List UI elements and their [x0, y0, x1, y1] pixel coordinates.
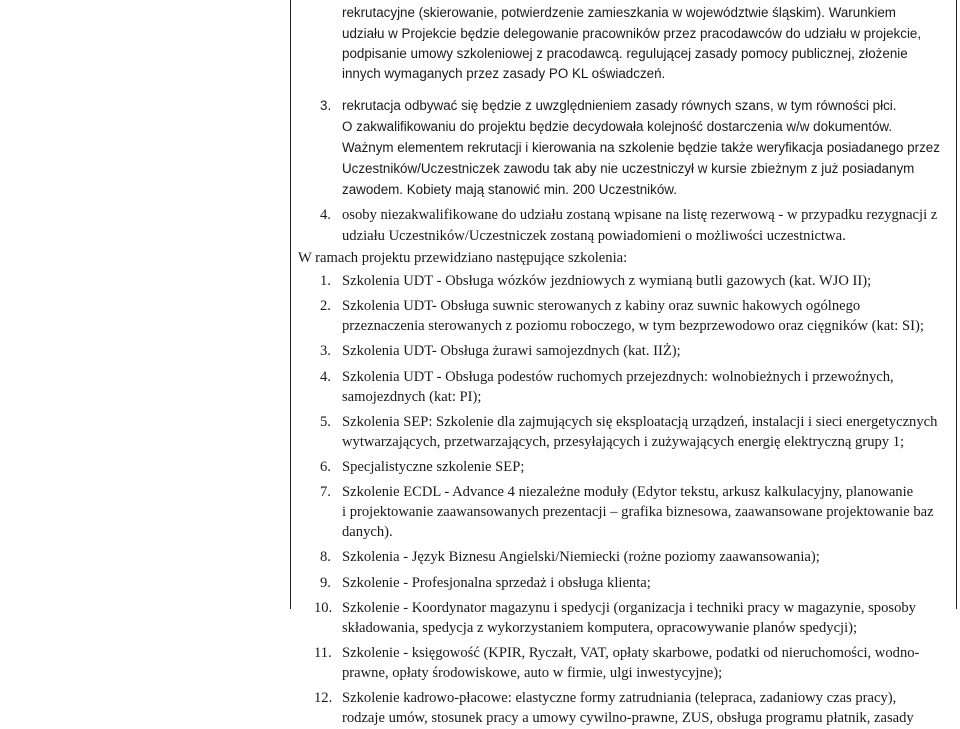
paragraph-line: podpisanie umowy szkoleniowej z pracodawcą. regulującej zasady pomocy publicznej, złożenie	[342, 46, 908, 61]
list-item-line: O zakwalifikowaniu do projektu będzie decydowała kolejność dostarczenia w/w dokumentów.	[342, 119, 893, 134]
training-number: 9.	[320, 574, 331, 591]
list-item-number: 3.	[320, 98, 332, 113]
training-line: składowania, spedycja z wykorzystaniem komputera, opracowywanie planów spedycji);	[342, 619, 858, 636]
training-line: prawne, opłaty środowiskowe, auto w firmie, ulgi inwestycyjne);	[342, 665, 723, 681]
list-item-line: udziału Uczestników/Uczestniczek zostaną powiadomieni o możliwości uczestnictwa.	[342, 228, 846, 244]
training-line: i projektowanie zaawansowanych prezentacji – grafika biznesowa, zaawansowane projektowanie baz	[342, 504, 934, 521]
list-item-line: zawodem. Kobiety mają stanowić min. 200 Uczestników.	[342, 182, 677, 197]
training-line: Szkolenia UDT- Obsługa żurawi samojezdnych (kat. IIŻ);	[342, 343, 681, 360]
training-line: samojezdnych (kat: PI);	[342, 388, 482, 405]
paragraph-line: udziału w Projekcie będzie delegowanie pracowników przez pracodawców do udziału w projekcie,	[342, 26, 922, 41]
table-cell-content	[298, 0, 952, 727]
list-item-number: 4.	[320, 207, 331, 223]
training-number: 12.	[314, 690, 333, 707]
training-line: Szkolenie kadrowo-płacowe: elastyczne formy zatrudniania (telepraca, zadaniowy czas pracy),	[342, 690, 897, 707]
list-item-line: Ważnym elementem rekrutacji i kierowania na szkolenie będzie także weryfikacja posiadanego przez	[342, 140, 940, 155]
training-line: danych).	[342, 524, 393, 541]
training-line: Szkolenia UDT- Obsługa suwnic sterowanych z kabiny oraz suwnic hakowych ogólnego	[342, 298, 861, 315]
training-number: 8.	[320, 549, 331, 566]
training-line: Szkolenia - Język Biznesu Angielski/Niemiecki (rożne poziomy zaawansowania);	[342, 549, 820, 566]
training-number: 7.	[320, 484, 331, 501]
training-number: 11.	[314, 645, 332, 661]
training-number: 5.	[320, 413, 331, 430]
paragraph-line: innych wymaganych przez zasady PO KL oświadczeń.	[342, 66, 666, 81]
training-number: 2.	[320, 298, 331, 315]
training-number: 1.	[320, 273, 331, 289]
training-number: 3.	[320, 343, 331, 360]
training-line: Specjalistyczne szkolenie SEP;	[342, 459, 525, 475]
paragraph-line: rekrutacyjne (skierowanie, potwierdzenie zamieszkania w województwie śląskim). Warunkiem	[342, 5, 896, 20]
training-line: Szkolenia UDT - Obsługa podestów ruchomych przejezdnych: wolnobieżnych i przewoźnych,	[342, 368, 894, 385]
training-line: Szkolenie - Profesjonalna sprzedaż i obsługa klienta;	[342, 574, 651, 591]
list-item-line: rekrutacja odbywać się będzie z uwzględnieniem zasady równych szans, w tym równości płci.	[342, 98, 897, 113]
training-number: 10.	[314, 599, 333, 616]
table-border-left	[290, 0, 291, 609]
trainings-intro: W ramach projektu przewidziano następujące szkolenia:	[298, 250, 628, 266]
training-number: 4.	[320, 368, 331, 385]
training-line: Szkolenia UDT - Obsługa wózków jezdniowych z wymianą butli gazowych (kat. WJO II);	[342, 273, 872, 289]
training-line: Szkolenia SEP: Szkolenie dla zajmujących się eksploatacją urządzeń, instalacji i sieci energetycznych	[342, 413, 938, 430]
training-line: Szkolenie ECDL - Advance 4 niezależne moduły (Edytor tekstu, arkusz kalkulacyjny, planowanie	[342, 484, 914, 501]
list-item-line: osoby niezakwalifikowane do udziału zostaną wpisane na listę rezerwową - w przypadku rezygnacji z	[342, 207, 938, 223]
training-line: Szkolenie - Koordynator magazynu i spedycji (organizacja i techniki pracy w magazynie, sposoby	[342, 599, 916, 616]
training-number: 6.	[320, 459, 331, 475]
training-line: przeznaczenia sterowanych z poziomu roboczego, w tym bezprzewodowo oraz cięgników (kat: SI);	[342, 318, 924, 335]
list-item-line: Uczestników/Uczestniczek zawodu tak aby nie uczestniczył w kursie zbieżnym z już posiadanym	[342, 161, 915, 176]
training-line: wytwarzających, przetwarzających, przesyłających i zużywających energię elektryczną grupy 1;	[342, 433, 905, 450]
table-border-right	[956, 0, 957, 609]
training-line: Szkolenie - księgowość (KPIR, Ryczałt, VAT, opłaty skarbowe, podatki od nieruchomości, wodno-	[342, 645, 920, 661]
training-line: rodzaje umów, stosunek pracy a umowy cywilno-prawne, ZUS, obsługa programu płatnik, zasady	[342, 710, 914, 727]
paragraph-top	[342, 2, 952, 23]
